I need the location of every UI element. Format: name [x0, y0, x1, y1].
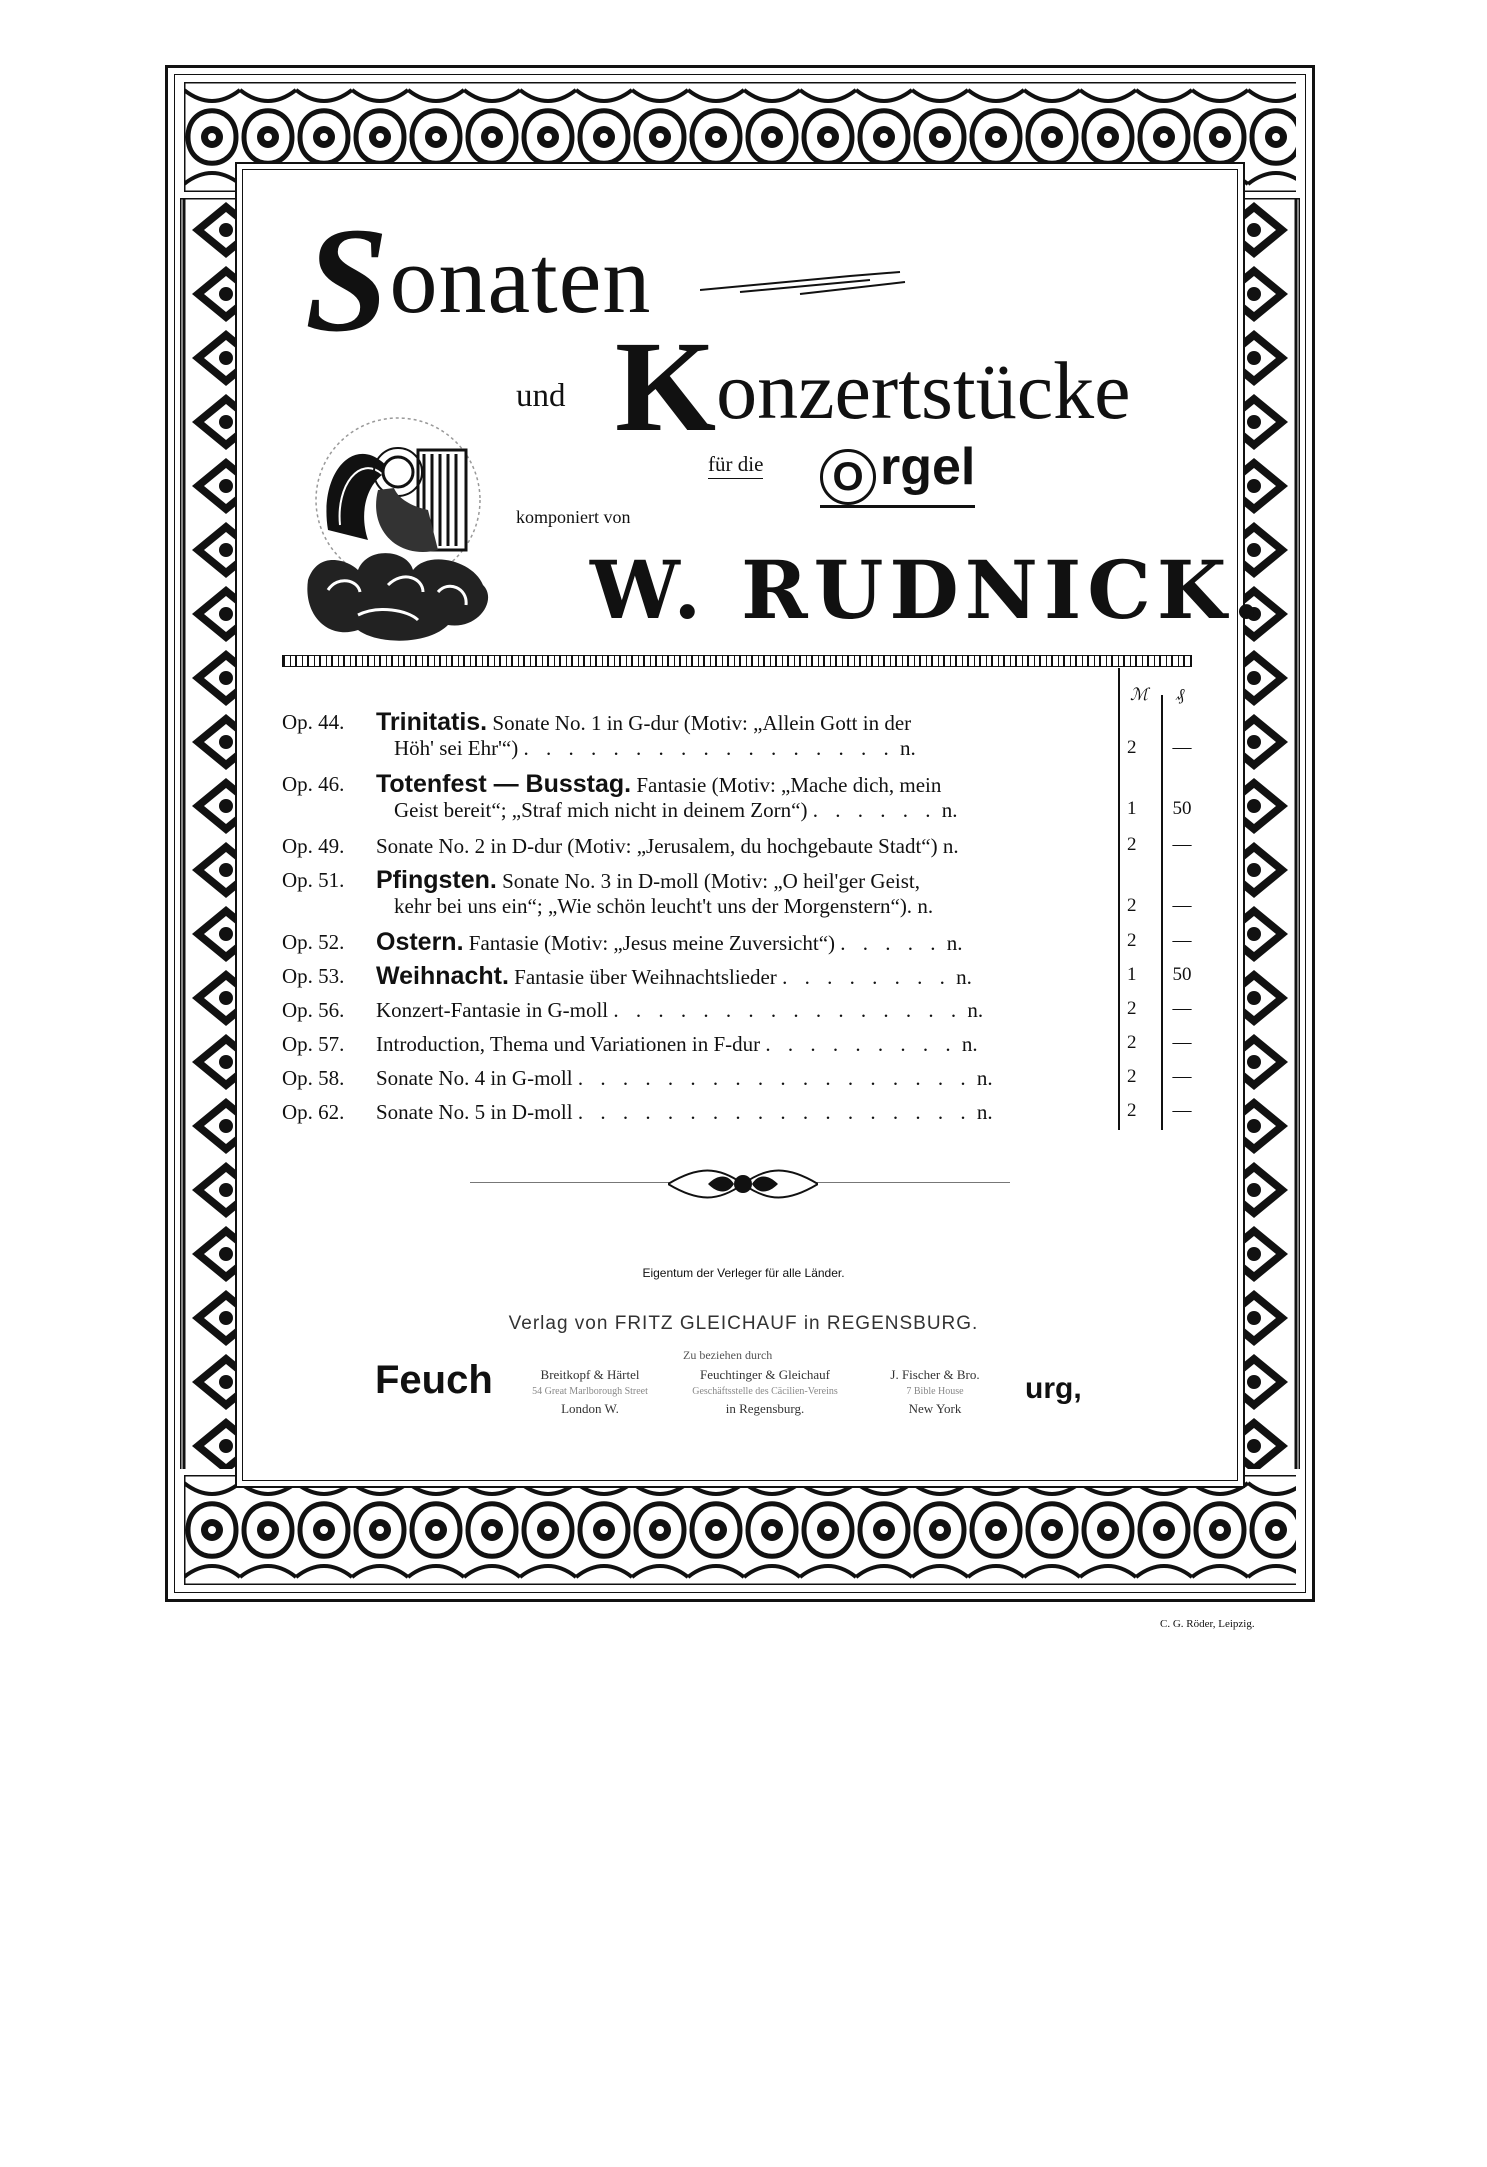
title-sonaten-rest: onaten: [389, 226, 652, 333]
work-description: [376, 998, 1102, 1023]
publisher-feuchtinger: [675, 1366, 855, 1417]
work-line-1: Sonate No. 2 in D-dur (Motiv: „Jerusalem, du hochgebaute Stadt“): [376, 834, 938, 858]
net-marker: n.: [956, 965, 972, 989]
zu-beziehen: Zu beziehen durch: [683, 1348, 773, 1362]
price-pfennig: —: [1172, 834, 1192, 855]
overprint-feuch: Feuch: [375, 1358, 493, 1402]
leader-dots: . . . . . .: [812, 798, 937, 822]
list-item: [282, 710, 1102, 762]
price-pfennig: —: [1172, 895, 1192, 916]
work-line-1: Sonate No. 4 in G-moll: [376, 1066, 573, 1090]
net-marker: n.: [917, 894, 934, 918]
opus-number: Op. 56.: [282, 998, 345, 1022]
price-mark: 1: [1127, 798, 1137, 819]
title-orgel: [820, 440, 975, 508]
publisher-city: in Regensburg.: [725, 1401, 805, 1416]
title-konzertstuecke: [615, 315, 1131, 459]
price-pfennig: —: [1172, 1100, 1192, 1121]
price-pfennig: —: [1172, 737, 1192, 758]
title-flourish: [700, 262, 910, 302]
price-mark: 2: [1127, 737, 1137, 758]
list-item: [282, 772, 1102, 824]
price-pfennig: —: [1172, 998, 1192, 1019]
leader-dots: . . . . . . . . . . . . . . . . . .: [577, 1100, 972, 1124]
leader-dots: . . . . .: [840, 931, 942, 955]
center-ornament: [668, 1162, 818, 1206]
work-line-2: Geist bereit“; „Straf mich nicht in deinem Zorn“): [394, 798, 808, 822]
list-item: [282, 1032, 1102, 1058]
price-mark: 2: [1127, 998, 1137, 1019]
title-komponiert-von: komponiert von: [516, 507, 631, 527]
pfennig-column-header: ₰: [1176, 685, 1185, 704]
work-title: Pfingsten.: [376, 866, 497, 894]
work-description: [376, 1100, 1102, 1125]
net-marker: n.: [967, 998, 984, 1022]
list-item: [282, 998, 1102, 1024]
net-marker: n.: [941, 798, 958, 822]
title-fuer-die: für die: [708, 452, 763, 479]
mark-column-header: ℳ: [1130, 685, 1149, 704]
net-marker: n.: [961, 1032, 978, 1056]
price-mark: 2: [1127, 1032, 1137, 1053]
opus-number: Op. 53.: [282, 964, 345, 988]
price-pfennig: —: [1172, 930, 1192, 951]
opus-number: Op. 62.: [282, 1100, 345, 1124]
title-sonaten-initial: S: [305, 197, 390, 363]
leader-dots: . . . . . . . . . . . . . . . . .: [523, 736, 895, 760]
overprint-urg: urg,: [1025, 1372, 1082, 1405]
ornamental-divider: [282, 655, 1192, 667]
price-column-rule-left: [1118, 668, 1120, 1130]
title-orgel-initial: O: [820, 449, 876, 505]
list-item: [282, 1100, 1102, 1126]
price-mark: 2: [1127, 895, 1137, 916]
publisher-name: J. Fischer & Bro.: [890, 1367, 980, 1382]
work-title: Ostern.: [376, 928, 464, 956]
list-item: [282, 930, 1102, 956]
work-line-1: Sonate No. 5 in D-moll: [376, 1100, 573, 1124]
work-line-1: Konzert-Fantasie in G-moll: [376, 998, 609, 1022]
publisher-name: Breitkopf & Härtel: [540, 1367, 640, 1382]
opus-number: Op. 58.: [282, 1066, 345, 1090]
publisher-city: New York: [908, 1401, 962, 1416]
work-description: [376, 1066, 1102, 1091]
composer-name: W. RUDNICK.: [590, 543, 1267, 637]
publisher-fischer: [860, 1366, 1010, 1417]
work-line-1: Sonate No. 1 in G-dur (Motiv: „Allein Gott in der: [492, 711, 912, 735]
list-item: [282, 834, 1102, 860]
opus-number: Op. 44.: [282, 710, 345, 734]
opus-number: Op. 46.: [282, 772, 345, 796]
printer-credit: C. G. Röder, Leipzig.: [1160, 1618, 1255, 1630]
publisher-city: London W.: [561, 1401, 619, 1416]
publisher-address: 54 Great Marlborough Street: [532, 1386, 648, 1397]
net-marker: n.: [946, 931, 963, 955]
opus-number: Op. 51.: [282, 868, 345, 892]
work-line-2: Höh' sei Ehr'“): [394, 736, 519, 760]
leader-dots: . . . . . . . .: [782, 965, 951, 989]
title-sonaten: [305, 197, 652, 363]
work-line-1: Fantasie über Weihnachtslieder: [514, 965, 777, 989]
leader-dots: . . . . . . . . . . . . . . . .: [613, 998, 963, 1022]
price-mark: 2: [1127, 1066, 1137, 1087]
work-line-1: Sonate No. 3 in D-moll (Motiv: „O heil'ger Geist,: [502, 869, 920, 893]
publisher-address: Geschäftsstelle des Cäcilien-Vereins: [692, 1386, 838, 1397]
work-title: Weihnacht.: [376, 962, 509, 990]
leader-dots: . . . . . . . . . . . . . . . . . .: [577, 1066, 972, 1090]
work-description: [376, 710, 1102, 761]
publisher-breitkopf: [505, 1366, 675, 1417]
angel-organ-vignette: [298, 410, 498, 650]
price-mark: 2: [1127, 834, 1137, 855]
title-konzert-rest: onzertstücke: [716, 345, 1131, 436]
list-item: [282, 868, 1102, 920]
opus-number: Op. 49.: [282, 834, 345, 858]
work-description: [376, 1032, 1102, 1057]
opus-number: Op. 52.: [282, 930, 345, 954]
work-line-1: Fantasie (Motiv: „Mache dich, mein: [636, 773, 942, 797]
publisher-address: 7 Bible House: [906, 1386, 964, 1397]
title-und: und: [516, 378, 566, 414]
work-description: [376, 868, 1102, 919]
rights-notice: Eigentum der Verleger für alle Länder.: [642, 1266, 845, 1280]
work-description: [376, 772, 1102, 823]
title-konzert-initial: K: [615, 315, 717, 459]
publisher-name: Feuchtinger & Gleichauf: [700, 1367, 830, 1382]
work-line-1: Fantasie (Motiv: „Jesus meine Zuversicht“): [468, 931, 836, 955]
work-title: Totenfest — Busstag.: [376, 770, 632, 798]
price-mark: 1: [1127, 964, 1137, 985]
net-marker: n.: [899, 736, 916, 760]
work-line-1: Introduction, Thema und Variationen in F-dur: [376, 1032, 761, 1056]
work-description: [376, 834, 1102, 859]
opus-number: Op. 57.: [282, 1032, 345, 1056]
price-pfennig: 50: [1172, 798, 1192, 819]
price-pfennig: —: [1172, 1066, 1192, 1087]
price-mark: 2: [1127, 930, 1137, 951]
list-item: [282, 964, 1102, 990]
publisher-line: Verlag von FRITZ GLEICHAUF in REGENSBURG.: [508, 1313, 979, 1334]
leader-dots: . . . . . . . . .: [765, 1032, 957, 1056]
net-marker: n.: [976, 1100, 993, 1124]
list-item: [282, 1066, 1102, 1092]
price-pfennig: —: [1172, 1032, 1192, 1053]
work-description: [376, 964, 1102, 990]
net-marker: n.: [942, 834, 959, 858]
price-pfennig: 50: [1172, 964, 1192, 985]
work-title: Trinitatis.: [376, 708, 488, 736]
net-marker: n.: [976, 1066, 993, 1090]
work-line-2: kehr bei uns ein“; „Wie schön leucht't uns der Morgenstern“).: [394, 894, 913, 918]
price-mark: 2: [1127, 1100, 1137, 1121]
title-orgel-rest: rgel: [880, 438, 976, 496]
work-description: [376, 930, 1102, 956]
ornament-band-bottom: [184, 1475, 1296, 1585]
